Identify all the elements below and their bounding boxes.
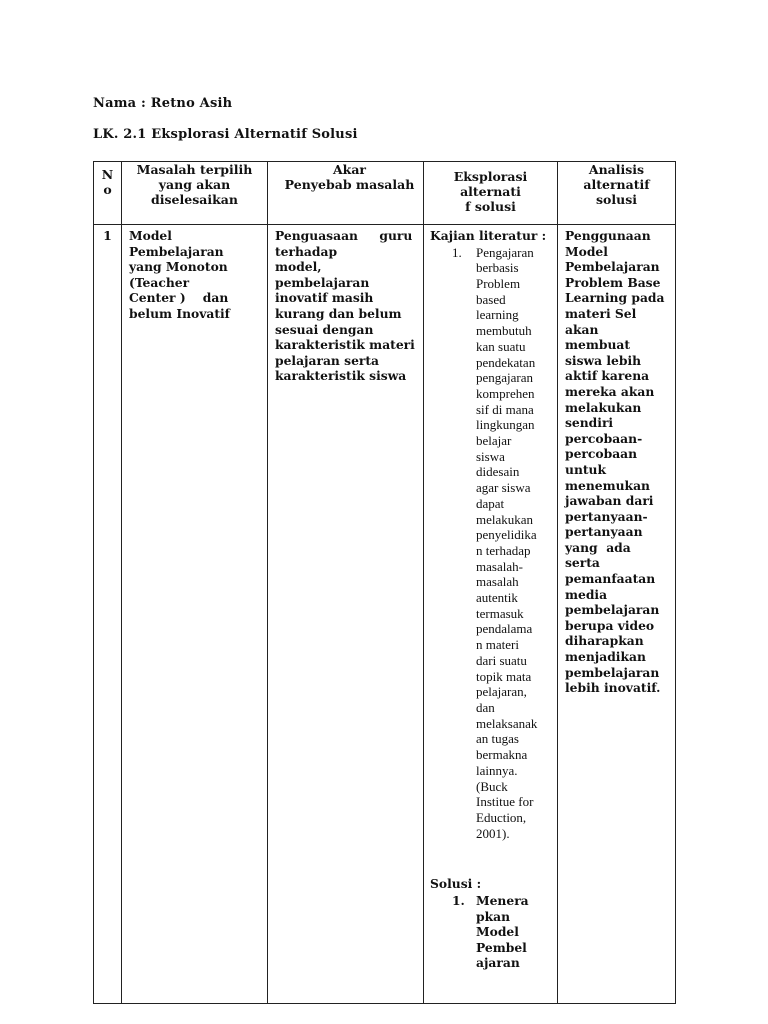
text-line: melakukan xyxy=(476,511,534,527)
solusi-label: Solusi : xyxy=(430,876,482,892)
text-line: serta xyxy=(565,555,600,571)
text-line: alternati xyxy=(460,184,521,199)
text-line: pendekatan xyxy=(476,354,536,370)
text-line: agar siswa xyxy=(476,480,531,496)
header-masalah xyxy=(122,162,268,225)
text-line: membuat xyxy=(565,337,631,353)
list-item: 1. Menera pkan Model Pembel ajaran xyxy=(430,893,554,971)
text-line: pelajaran, xyxy=(476,684,527,700)
cell-analisis xyxy=(558,225,676,1004)
text-line: Institue for xyxy=(476,794,534,810)
text-line: masalah xyxy=(476,574,519,590)
exploration-table xyxy=(93,161,676,1004)
cell-akar xyxy=(268,225,424,1004)
text-line: Learning pada xyxy=(565,290,665,306)
header-eksplorasi xyxy=(424,162,558,225)
text-line: karakteristik materi xyxy=(275,337,415,353)
list-item: 1. Pengajaran berbasis Problem based learning membutuh kan suatu pendekatan pengajaran komprehen sif di mana lingkungan belajar siswa didesain agar siswa dapat melakukan penyelidika n terhadap masalah- masalah autentik termasuk pendalama n materi dari suatu topik mata pelajaran, dan melaksanak an tugas bermakna lainnya. (Buck Institue for Eduction, 2001). xyxy=(430,245,554,842)
text-line: aktif karena xyxy=(565,368,650,384)
text-line: berupa video xyxy=(565,617,655,633)
text-line: sendiri xyxy=(565,415,614,431)
text-line: 2001). xyxy=(476,825,510,841)
text-line: melaksanak xyxy=(476,715,538,731)
text-line: yang akan xyxy=(158,177,231,192)
text-line: Pembelajaran xyxy=(565,259,660,275)
text-line: bermakna xyxy=(476,747,528,763)
text-line: lebih inovatif. xyxy=(565,680,661,696)
text-line: N xyxy=(101,167,114,182)
text-line: Menera xyxy=(476,892,529,908)
text-line: menemukan xyxy=(565,477,650,493)
cell-eksplorasi xyxy=(424,225,558,1004)
text-line: model, xyxy=(275,259,322,275)
text-line: terhadap xyxy=(275,243,338,259)
text-line: pengajaran xyxy=(476,370,534,386)
text-line: termasuk xyxy=(476,605,524,621)
text-line: melakukan xyxy=(565,399,642,415)
text-line: Pengajaran xyxy=(476,244,534,260)
kajian-literatur-list xyxy=(430,245,554,842)
text-line: Problem xyxy=(476,276,521,291)
text-line: siswa lebih xyxy=(565,352,642,368)
text-line: (Buck xyxy=(476,778,508,794)
text-line: Model xyxy=(565,243,608,259)
solusi-list xyxy=(430,893,554,971)
text-line: percobaan xyxy=(565,446,638,462)
text-line: Model xyxy=(129,228,172,243)
text-line: inovatif masih xyxy=(275,290,374,306)
text-line: lainnya. xyxy=(476,762,518,778)
table-row xyxy=(94,225,676,1004)
text-line: o xyxy=(103,182,112,197)
text-line: Pembel xyxy=(476,939,527,955)
text-line: Center ) dan xyxy=(129,290,229,306)
text-line: Pembelajaran xyxy=(129,243,224,259)
text-line: pendalama xyxy=(476,621,533,637)
text-line: belajar xyxy=(476,433,512,449)
text-line: lingkungan xyxy=(476,417,535,433)
name-line: Nama : Retno Asih xyxy=(93,96,233,111)
text-line: Penyebab masalah xyxy=(284,177,415,192)
table-header-row xyxy=(94,162,676,225)
text-line: dapat xyxy=(476,495,505,511)
text-line: akan xyxy=(565,321,599,337)
text-line: dari suatu xyxy=(476,652,527,668)
text-line: mereka akan xyxy=(565,383,655,399)
text-line: Penguasaan guru xyxy=(275,228,413,243)
text-line: ajaran xyxy=(476,955,520,971)
text-line: menjadikan xyxy=(565,649,646,665)
text-line: Akar xyxy=(332,162,367,177)
text-line: dan xyxy=(476,699,495,715)
text-line: membutuh xyxy=(476,323,532,339)
header-analisis xyxy=(558,162,676,225)
text-line: percobaan- xyxy=(565,430,643,446)
text-line: diselesaikan xyxy=(151,192,238,207)
text-line: pembelajaran xyxy=(565,602,660,618)
text-line: sesuai dengan xyxy=(275,321,374,337)
text-line: based xyxy=(476,291,506,307)
text-line: pembelajaran xyxy=(275,274,370,290)
text-line: f solusi xyxy=(465,199,516,214)
cell-masalah xyxy=(122,225,268,1004)
text-line: kan suatu xyxy=(476,338,526,354)
text-line: karakteristik siswa xyxy=(275,368,407,384)
text-line: n materi xyxy=(476,637,519,653)
text-line: Eduction, xyxy=(476,809,527,825)
header-no xyxy=(94,162,122,225)
text-line: pertanyaan xyxy=(565,524,643,540)
text-line: komprehen xyxy=(476,385,535,401)
text-line: belum Inovatif xyxy=(129,305,230,321)
text-line: pertanyaan- xyxy=(565,508,648,524)
text-line: Masalah terpilih xyxy=(136,162,253,177)
text-line: Model xyxy=(476,924,519,940)
text-line: autentik xyxy=(476,590,518,606)
text-line: Problem Base xyxy=(565,274,661,290)
text-line: solusi xyxy=(596,192,637,207)
text-line: siswa xyxy=(476,448,505,464)
text-line: pelajaran serta xyxy=(275,352,380,368)
text-line: untuk xyxy=(565,461,607,477)
text-line: learning xyxy=(476,307,519,323)
cell-no: 1 xyxy=(94,225,122,1004)
text-line: topik mata xyxy=(476,668,532,684)
text-line: materi Sel xyxy=(565,305,637,321)
text-line: alternatif xyxy=(583,177,650,192)
text-line: n terhadap xyxy=(476,542,531,558)
text-line: media xyxy=(565,586,608,602)
text-line: pemanfaatan xyxy=(565,571,656,587)
text-line: an tugas xyxy=(476,731,519,747)
text-line: diharapkan xyxy=(565,633,644,649)
text-line: pkan xyxy=(476,908,511,924)
text-line: kurang dan belum xyxy=(275,305,402,321)
text-line: berbasis xyxy=(476,260,519,276)
text-line: sif di mana xyxy=(476,401,534,417)
text-line: jawaban dari xyxy=(565,493,654,509)
text-line: Penggunaan xyxy=(565,228,651,243)
kajian-literatur-label: Kajian literatur : xyxy=(430,228,547,243)
text-line: Eksplorasi xyxy=(453,169,528,184)
text-line: penyelidika xyxy=(476,527,537,543)
text-line: yang ada xyxy=(565,539,631,555)
text-line: didesain xyxy=(476,464,520,480)
header-akar xyxy=(268,162,424,225)
text-line: yang Monoton xyxy=(129,259,228,275)
worksheet-title: LK. 2.1 Eksplorasi Alternatif Solusi xyxy=(93,127,358,142)
text-line: masalah- xyxy=(476,558,523,574)
text-line: (Teacher xyxy=(129,274,190,290)
text-line: pembelajaran xyxy=(565,664,660,680)
text-line: Analisis xyxy=(588,162,645,177)
